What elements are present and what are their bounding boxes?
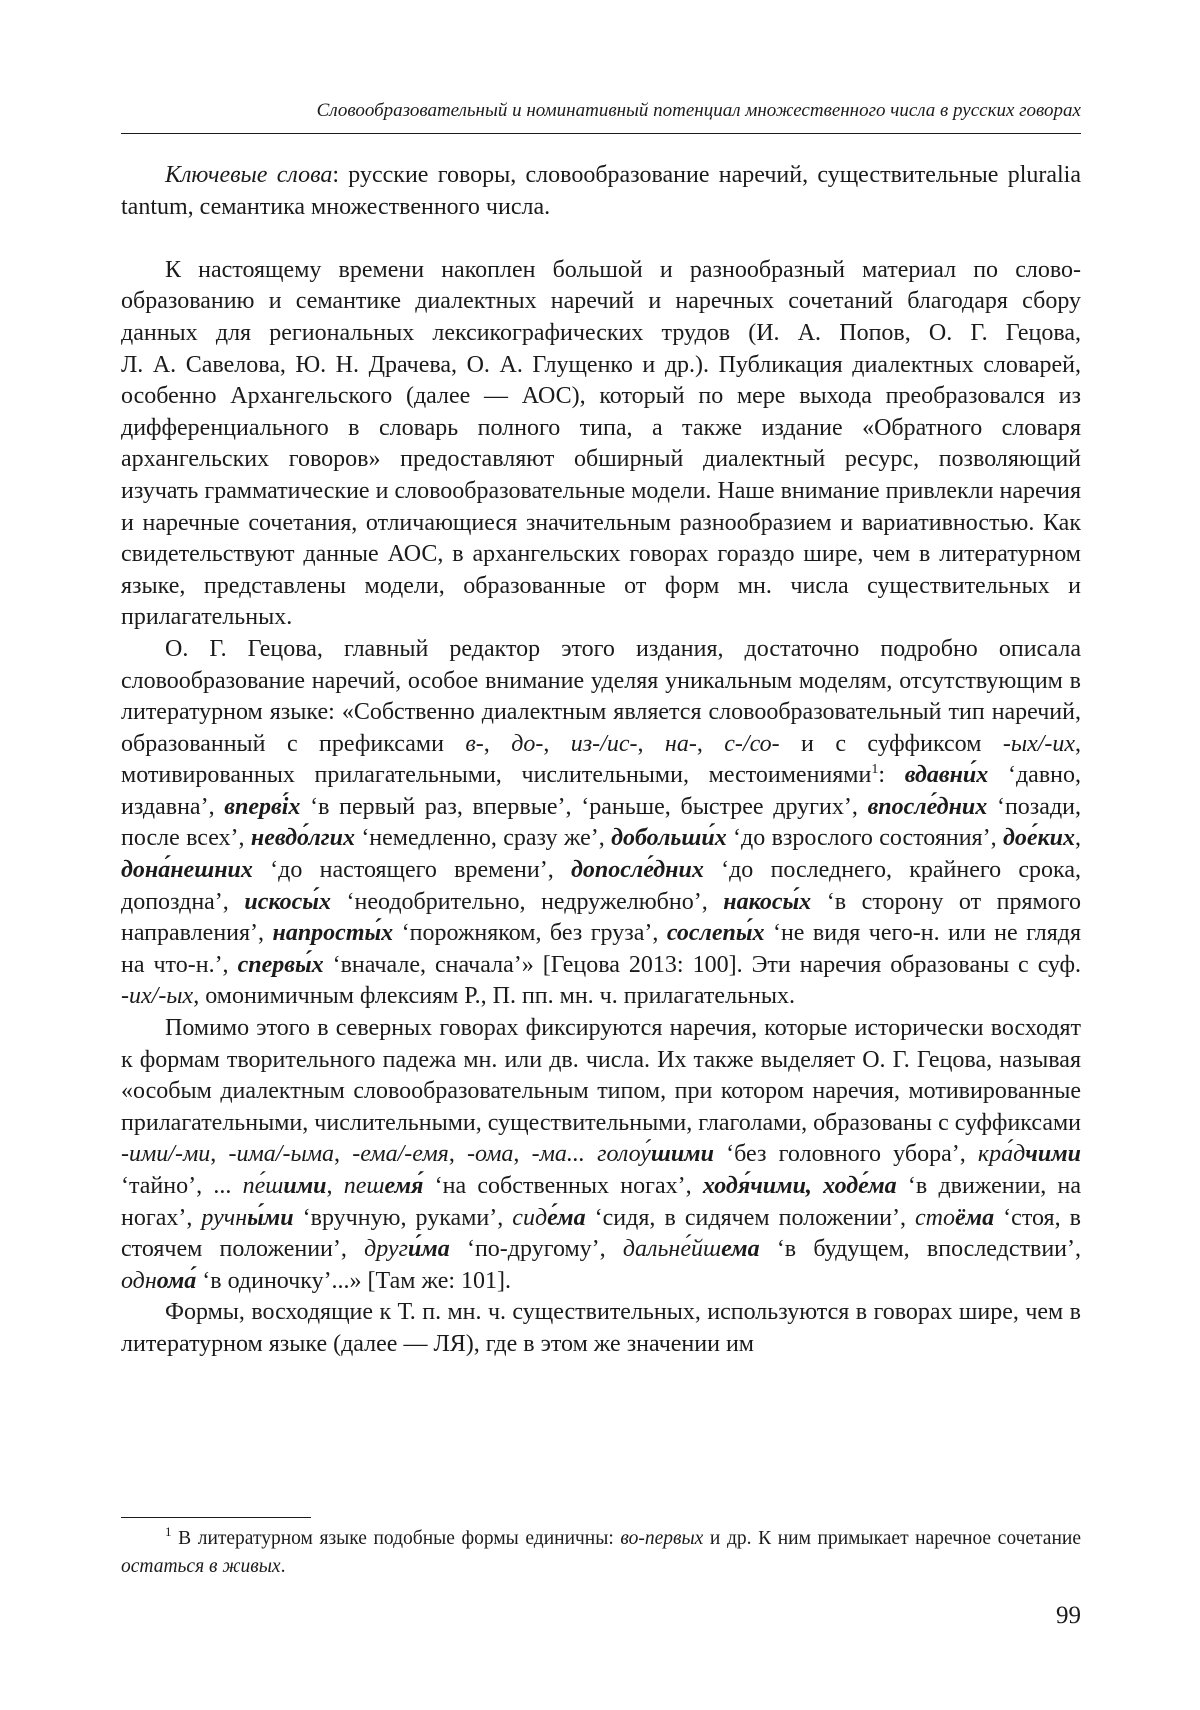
header-rule bbox=[121, 133, 1081, 134]
gloss: ‘порожняком, без груза’, bbox=[393, 920, 667, 947]
footnote-text: и др. К ним примыкает наречное сочетание bbox=[703, 1528, 1081, 1549]
text-run: , bbox=[696, 730, 725, 757]
gloss: ‘сидя, в сидячем положении’, bbox=[585, 1204, 916, 1231]
keywords-text: : русские говоры, словообразование наречий, существительные pluralia tantum, семантика множественного числа. bbox=[121, 162, 1081, 220]
keywords-paragraph bbox=[121, 160, 1081, 223]
gloss: ‘на собственных ногах’, bbox=[423, 1173, 703, 1199]
paragraph-2 bbox=[121, 634, 1081, 1013]
footnote-number: 1 bbox=[165, 1524, 172, 1539]
text-run: , bbox=[543, 730, 571, 757]
footnote-example: остаться в живых bbox=[121, 1556, 281, 1577]
gloss: ‘в одиночку’...» [Там же: 101]. bbox=[196, 1267, 512, 1294]
footnote-example: во-первых bbox=[620, 1528, 704, 1549]
prefix: из-/ис- bbox=[570, 730, 638, 757]
example-ending: шими bbox=[650, 1141, 714, 1168]
example-stem: пе́ш bbox=[242, 1173, 284, 1199]
keywords-label: Ключевые слова bbox=[165, 162, 333, 188]
example-stem: одн bbox=[121, 1267, 157, 1294]
example-word: дое́ких bbox=[1002, 825, 1076, 852]
text-run: , bbox=[483, 730, 512, 757]
gloss: ‘неодобрительно, недружелюбно’, bbox=[330, 888, 724, 915]
gloss: ‘немедленно, сразу же’, bbox=[354, 825, 612, 852]
example-stem: кра́д bbox=[977, 1141, 1026, 1168]
example-ending: ы́ми bbox=[247, 1204, 294, 1231]
example-ending: чими bbox=[1025, 1141, 1082, 1168]
footnote-text: . bbox=[280, 1556, 286, 1577]
prefix: на- bbox=[664, 730, 697, 757]
example-stem: сид bbox=[512, 1204, 548, 1231]
gloss: ‘вручную, руками’, bbox=[293, 1204, 513, 1231]
example-stem: -ма... голоу́ bbox=[531, 1141, 651, 1168]
paragraph-3 bbox=[121, 1013, 1081, 1297]
gloss: ‘по-другому’, bbox=[449, 1236, 623, 1263]
gloss: ‘в сторону от прямого направления’, bbox=[121, 888, 1081, 947]
example-ending: ема bbox=[721, 1236, 760, 1263]
text-run: , мотивированных прилагательными, числительными, местоимениями bbox=[121, 730, 1082, 789]
page-number: 99 bbox=[1056, 1602, 1081, 1629]
suffix: -ема/-емя bbox=[352, 1141, 449, 1168]
example-word: ходя́чими, ходе́ма bbox=[702, 1173, 897, 1199]
body-text bbox=[121, 160, 1081, 1361]
gloss: ‘не видя чего-н. или не глядя на что-н.’, bbox=[121, 920, 1081, 978]
example-word: накосы́х bbox=[723, 888, 812, 915]
prefix: с-/со- bbox=[724, 730, 780, 757]
example-stem: пеш bbox=[343, 1173, 385, 1199]
gloss: ‘до настоящего времени’, bbox=[252, 857, 571, 884]
gloss: ‘до взрослого состояния’, bbox=[726, 825, 1003, 852]
gloss: ‘давно, издавна’, bbox=[121, 762, 1082, 820]
gloss: ‘без головного убора’, bbox=[713, 1141, 978, 1168]
running-header: Словообразовательный и номинативный потенциал множественного числа в русских говорах bbox=[316, 100, 1081, 121]
text-run: Помимо этого в северных говорах фиксируются наречия, которые исторически восходят к формам творительного падежа мн. или дв. числа. Их также выделяет О. Г. Гецова, называя «особым диалектным словообразовательным типом, при котором наречия, мотивированные прилагательными, числительными, существительными, глаголами, образованы с суффиксами bbox=[121, 1015, 1081, 1136]
example-word: спервы́х bbox=[237, 951, 324, 978]
footnote-rule bbox=[121, 1517, 311, 1518]
example-word: допосле́дних bbox=[570, 857, 704, 884]
gloss: ‘до последнего, крайнего срока, допоздна’, bbox=[121, 857, 1081, 915]
footnote bbox=[121, 1525, 1081, 1581]
example-ending: емя́ bbox=[384, 1173, 424, 1199]
prefix: в- bbox=[465, 730, 484, 757]
suffix: -ома bbox=[467, 1141, 514, 1168]
example-word: вдавни́х bbox=[904, 762, 989, 789]
example-ending: ома́ bbox=[156, 1267, 197, 1294]
gloss: ‘в движении, на ногах’, bbox=[121, 1173, 1082, 1231]
example-word: вперві́х bbox=[224, 793, 301, 820]
text-run: , bbox=[448, 1141, 468, 1168]
example-word: невдо́лгих bbox=[250, 825, 355, 852]
suffix: -има/-ыма bbox=[228, 1141, 335, 1168]
gloss: ‘стоя, в стоячем положении’, bbox=[121, 1204, 1081, 1263]
text-run: , bbox=[210, 1141, 229, 1168]
text-run: , bbox=[1075, 825, 1082, 852]
example-word: дона́нешних bbox=[121, 857, 253, 884]
suffix: -их/-ых bbox=[121, 983, 194, 1010]
prefix: до- bbox=[511, 730, 544, 757]
example-ending: ими bbox=[283, 1173, 327, 1199]
example-ending: ёма bbox=[955, 1204, 995, 1231]
gloss: ‘тайно’, ... bbox=[121, 1173, 243, 1199]
text-run: и с суффиксом bbox=[779, 730, 1003, 757]
paragraph-4: Формы, восходящие к Т. п. мн. ч. существительных, используются в говорах шире, чем в литературном языке (далее — ЛЯ), где в этом же значении им bbox=[121, 1299, 1081, 1357]
suffix: -ими/-ми bbox=[121, 1141, 211, 1168]
suffix: -ых/-их bbox=[1002, 730, 1076, 757]
example-stem: друг bbox=[364, 1236, 408, 1263]
example-stem: дальне́йш bbox=[622, 1236, 722, 1263]
example-ending: и́ма bbox=[407, 1236, 450, 1263]
example-stem: сто bbox=[915, 1204, 956, 1231]
text-run: , bbox=[637, 730, 665, 757]
gloss: ‘вначале, сначала’» [Гецова 2013: 100]. Эти наречия образованы с суф. bbox=[323, 951, 1081, 978]
example-word: добольши́х bbox=[611, 825, 727, 852]
text-run: , омонимичным флексиям Р., П. пп. мн. ч. прилагательных. bbox=[193, 983, 795, 1010]
example-stem: ручн bbox=[201, 1204, 248, 1231]
text-run: О. Г. Гецова, главный редактор этого издания, достаточно подробно описала словообразование наречий, особое внимание уделяя уникальным моделям, отсутствующим в литературном языке: «Собственно диалектным является словообразовательный тип наречий, образованный с префиксами bbox=[121, 635, 1081, 757]
gloss: ‘в будущем, впоследствии’, bbox=[759, 1236, 1081, 1263]
example-ending: е́ма bbox=[547, 1204, 586, 1231]
footnote-text: В литературном языке подобные формы единичны: bbox=[171, 1528, 621, 1549]
text-run: , bbox=[513, 1141, 532, 1168]
footnote-ref[interactable]: 1 bbox=[871, 762, 879, 778]
text-run: , bbox=[334, 1141, 353, 1168]
paragraph-1: К настоящему времени накоплен большой и разнообразный материал по словообразованию и семантике диалектных наречий и наречных сочетаний благодаря сбору данных для региональных лексикографических трудов (И. А. Попов, О. Г. Гецова, Л. А. Савелова, Ю. Н. Драчева, О. А. Глущенко и др.). Публикация диалектных словарей, особенно Архангельского (далее — АОС), который по мере выхода преобразовался из дифференциального в словарь полного типа, а также издание «Обратного словаря архангельских говоров» предоставляют обширный диалектный ресурс, позволяющий изучать грамматические и словообразовательные модели. Наше внимание привлекли наречия и наречные сочетания, отличающиеся значительным разнообразием и вариативностью. Как свидетельствуют данные АОС, в архангельских говорах гораздо шире, чем в литературном языке, представлены модели, образованные от форм мн. числа существительных и прилагательных. bbox=[121, 256, 1081, 631]
gloss: ‘позади, после всех’, bbox=[121, 793, 1081, 852]
example-word: сослепы́х bbox=[666, 920, 765, 947]
example-word: искосы́х bbox=[244, 888, 331, 915]
text-run: , bbox=[326, 1173, 344, 1199]
text-run: : bbox=[878, 762, 905, 789]
example-word: впосле́дних bbox=[867, 793, 988, 820]
gloss: ‘в первый раз, впервые’, ‘раньше, быстрее других’, bbox=[300, 793, 868, 820]
example-word: напросты́х bbox=[272, 920, 394, 947]
